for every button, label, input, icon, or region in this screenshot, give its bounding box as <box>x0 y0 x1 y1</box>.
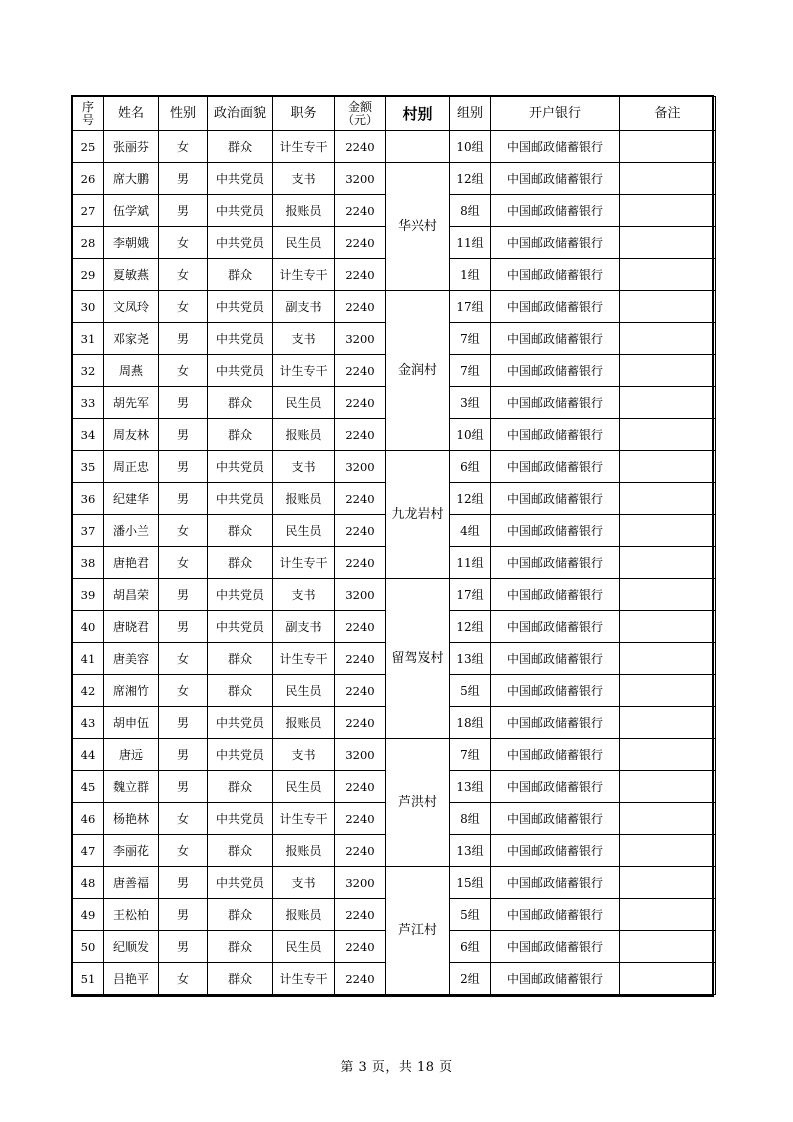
cell-position: 支书 <box>273 323 335 355</box>
cell-gender: 男 <box>159 387 208 419</box>
cell-seq: 31 <box>73 323 104 355</box>
cell-politics: 群众 <box>208 835 273 867</box>
cell-seq: 34 <box>73 419 104 451</box>
cell-politics: 中共党员 <box>208 291 273 323</box>
cell-group: 7组 <box>450 739 491 771</box>
cell-gender: 男 <box>159 899 208 931</box>
cell-position: 计生专干 <box>273 803 335 835</box>
cell-position: 民生员 <box>273 771 335 803</box>
cell-remarks <box>620 899 716 931</box>
cell-politics: 群众 <box>208 419 273 451</box>
cell-name: 唐远 <box>104 739 159 771</box>
cell-bank: 中国邮政储蓄银行 <box>491 387 620 419</box>
cell-name: 周友林 <box>104 419 159 451</box>
cell-bank: 中国邮政储蓄银行 <box>491 163 620 195</box>
cell-gender: 女 <box>159 259 208 291</box>
cell-village: 芦江村 <box>386 867 450 995</box>
cell-remarks <box>620 195 716 227</box>
cell-group: 4组 <box>450 515 491 547</box>
cell-gender: 男 <box>159 707 208 739</box>
cell-name: 吕艳平 <box>104 963 159 995</box>
cell-position: 支书 <box>273 579 335 611</box>
cell-remarks <box>620 515 716 547</box>
cell-remarks <box>620 739 716 771</box>
header-politics: 政治面貌 <box>208 97 273 131</box>
cell-bank: 中国邮政储蓄银行 <box>491 963 620 995</box>
cell-seq: 43 <box>73 707 104 739</box>
cell-remarks <box>620 291 716 323</box>
cell-amount: 2240 <box>335 387 386 419</box>
cell-bank: 中国邮政储蓄银行 <box>491 803 620 835</box>
header-bank: 开户银行 <box>491 97 620 131</box>
cell-remarks <box>620 643 716 675</box>
cell-gender: 男 <box>159 579 208 611</box>
cell-amount: 3200 <box>335 323 386 355</box>
cell-seq: 50 <box>73 931 104 963</box>
header-amount: 金额（元） <box>335 97 386 131</box>
cell-politics: 中共党员 <box>208 803 273 835</box>
cell-remarks <box>620 323 716 355</box>
cell-remarks <box>620 483 716 515</box>
cell-position: 报账员 <box>273 483 335 515</box>
cell-seq: 40 <box>73 611 104 643</box>
cell-position: 支书 <box>273 867 335 899</box>
cell-position: 计生专干 <box>273 643 335 675</box>
cell-gender: 男 <box>159 931 208 963</box>
cell-name: 唐美容 <box>104 643 159 675</box>
cell-amount: 2240 <box>335 227 386 259</box>
header-village: 村别 <box>386 97 450 131</box>
cell-remarks <box>620 867 716 899</box>
cell-position: 民生员 <box>273 675 335 707</box>
cell-amount: 2240 <box>335 547 386 579</box>
cell-amount: 2240 <box>335 195 386 227</box>
cell-politics: 中共党员 <box>208 867 273 899</box>
cell-gender: 女 <box>159 643 208 675</box>
cell-gender: 女 <box>159 291 208 323</box>
cell-remarks <box>620 931 716 963</box>
cell-position: 支书 <box>273 739 335 771</box>
cell-seq: 42 <box>73 675 104 707</box>
page-footer: 第 3 页，共 18 页 <box>340 1060 453 1075</box>
cell-remarks <box>620 611 716 643</box>
cell-position: 报账员 <box>273 419 335 451</box>
cell-gender: 女 <box>159 547 208 579</box>
cell-name: 席湘竹 <box>104 675 159 707</box>
cell-bank: 中国邮政储蓄银行 <box>491 195 620 227</box>
cell-gender: 男 <box>159 419 208 451</box>
table-row <box>73 579 716 611</box>
staff-subsidy-table <box>72 96 716 995</box>
cell-gender: 男 <box>159 771 208 803</box>
cell-name: 李丽花 <box>104 835 159 867</box>
cell-politics: 群众 <box>208 131 273 163</box>
cell-name: 邓家尧 <box>104 323 159 355</box>
cell-bank: 中国邮政储蓄银行 <box>491 131 620 163</box>
cell-gender: 女 <box>159 835 208 867</box>
cell-amount: 2240 <box>335 419 386 451</box>
cell-village: 金润村 <box>386 291 450 451</box>
cell-position: 计生专干 <box>273 963 335 995</box>
cell-amount: 2240 <box>335 483 386 515</box>
cell-remarks <box>620 259 716 291</box>
cell-gender: 男 <box>159 867 208 899</box>
table-row <box>73 163 716 195</box>
cell-amount: 2240 <box>335 931 386 963</box>
cell-group: 15组 <box>450 867 491 899</box>
cell-remarks <box>620 835 716 867</box>
cell-politics: 中共党员 <box>208 611 273 643</box>
cell-seq: 46 <box>73 803 104 835</box>
cell-politics: 群众 <box>208 547 273 579</box>
cell-group: 13组 <box>450 771 491 803</box>
cell-position: 报账员 <box>273 899 335 931</box>
cell-seq: 44 <box>73 739 104 771</box>
cell-politics: 中共党员 <box>208 195 273 227</box>
cell-bank: 中国邮政储蓄银行 <box>491 867 620 899</box>
cell-group: 8组 <box>450 195 491 227</box>
cell-gender: 男 <box>159 451 208 483</box>
cell-amount: 2240 <box>335 675 386 707</box>
cell-amount: 3200 <box>335 739 386 771</box>
cell-amount: 2240 <box>335 515 386 547</box>
table-body <box>73 131 716 995</box>
cell-politics: 群众 <box>208 515 273 547</box>
cell-group: 10组 <box>450 131 491 163</box>
cell-position: 民生员 <box>273 227 335 259</box>
cell-seq: 51 <box>73 963 104 995</box>
header-group: 组别 <box>450 97 491 131</box>
cell-name: 魏立群 <box>104 771 159 803</box>
cell-amount: 3200 <box>335 163 386 195</box>
cell-group: 5组 <box>450 899 491 931</box>
cell-group: 7组 <box>450 323 491 355</box>
cell-remarks <box>620 771 716 803</box>
header-remarks: 备注 <box>620 97 716 131</box>
cell-position: 报账员 <box>273 835 335 867</box>
cell-position: 报账员 <box>273 707 335 739</box>
cell-name: 杨艳林 <box>104 803 159 835</box>
cell-name: 文凤玲 <box>104 291 159 323</box>
cell-amount: 2240 <box>335 803 386 835</box>
cell-seq: 33 <box>73 387 104 419</box>
cell-seq: 41 <box>73 643 104 675</box>
cell-position: 计生专干 <box>273 355 335 387</box>
cell-gender: 男 <box>159 323 208 355</box>
cell-seq: 30 <box>73 291 104 323</box>
cell-politics: 群众 <box>208 387 273 419</box>
cell-bank: 中国邮政储蓄银行 <box>491 707 620 739</box>
cell-amount: 2240 <box>335 611 386 643</box>
cell-name: 胡申伍 <box>104 707 159 739</box>
cell-remarks <box>620 355 716 387</box>
cell-amount: 2240 <box>335 131 386 163</box>
cell-politics: 群众 <box>208 259 273 291</box>
cell-group: 18组 <box>450 707 491 739</box>
header-row <box>73 97 716 131</box>
cell-position: 民生员 <box>273 515 335 547</box>
cell-gender: 女 <box>159 131 208 163</box>
table-row <box>73 867 716 899</box>
cell-bank: 中国邮政储蓄银行 <box>491 355 620 387</box>
cell-gender: 男 <box>159 739 208 771</box>
table-row <box>73 291 716 323</box>
cell-seq: 26 <box>73 163 104 195</box>
cell-position: 报账员 <box>273 195 335 227</box>
header-gender: 性别 <box>159 97 208 131</box>
cell-remarks <box>620 547 716 579</box>
cell-bank: 中国邮政储蓄银行 <box>491 899 620 931</box>
cell-position: 支书 <box>273 163 335 195</box>
cell-group: 7组 <box>450 355 491 387</box>
cell-politics: 群众 <box>208 643 273 675</box>
cell-group: 1组 <box>450 259 491 291</box>
cell-name: 纪建华 <box>104 483 159 515</box>
cell-politics: 群众 <box>208 771 273 803</box>
cell-name: 张丽芬 <box>104 131 159 163</box>
cell-name: 胡昌荣 <box>104 579 159 611</box>
cell-seq: 28 <box>73 227 104 259</box>
cell-amount: 3200 <box>335 867 386 899</box>
cell-seq: 47 <box>73 835 104 867</box>
cell-seq: 29 <box>73 259 104 291</box>
cell-bank: 中国邮政储蓄银行 <box>491 611 620 643</box>
cell-group: 2组 <box>450 963 491 995</box>
cell-position: 计生专干 <box>273 547 335 579</box>
cell-position: 支书 <box>273 451 335 483</box>
cell-name: 唐晓君 <box>104 611 159 643</box>
cell-amount: 2240 <box>335 643 386 675</box>
cell-amount: 2240 <box>335 771 386 803</box>
cell-remarks <box>620 963 716 995</box>
cell-seq: 45 <box>73 771 104 803</box>
cell-politics: 中共党员 <box>208 707 273 739</box>
cell-gender: 男 <box>159 483 208 515</box>
table-row <box>73 739 716 771</box>
cell-seq: 48 <box>73 867 104 899</box>
cell-bank: 中国邮政储蓄银行 <box>491 323 620 355</box>
cell-amount: 3200 <box>335 579 386 611</box>
cell-gender: 男 <box>159 195 208 227</box>
cell-bank: 中国邮政储蓄银行 <box>491 419 620 451</box>
cell-position: 计生专干 <box>273 259 335 291</box>
cell-name: 唐艳君 <box>104 547 159 579</box>
cell-politics: 群众 <box>208 899 273 931</box>
cell-village: 华兴村 <box>386 163 450 291</box>
cell-group: 11组 <box>450 227 491 259</box>
cell-politics: 中共党员 <box>208 355 273 387</box>
cell-group: 8组 <box>450 803 491 835</box>
cell-name: 纪顺发 <box>104 931 159 963</box>
cell-amount: 2240 <box>335 291 386 323</box>
cell-gender: 女 <box>159 355 208 387</box>
cell-name: 潘小兰 <box>104 515 159 547</box>
cell-name: 周燕 <box>104 355 159 387</box>
cell-politics: 中共党员 <box>208 163 273 195</box>
cell-group: 10组 <box>450 419 491 451</box>
cell-politics: 中共党员 <box>208 451 273 483</box>
cell-gender: 女 <box>159 803 208 835</box>
cell-bank: 中国邮政储蓄银行 <box>491 259 620 291</box>
cell-seq: 39 <box>73 579 104 611</box>
cell-politics: 群众 <box>208 963 273 995</box>
cell-bank: 中国邮政储蓄银行 <box>491 675 620 707</box>
cell-group: 3组 <box>450 387 491 419</box>
header-seq: 序号 <box>73 97 104 131</box>
cell-gender: 女 <box>159 963 208 995</box>
cell-bank: 中国邮政储蓄银行 <box>491 515 620 547</box>
cell-politics: 群众 <box>208 931 273 963</box>
cell-bank: 中国邮政储蓄银行 <box>491 547 620 579</box>
cell-village: 九龙岩村 <box>386 451 450 579</box>
cell-bank: 中国邮政储蓄银行 <box>491 579 620 611</box>
cell-amount: 2240 <box>335 355 386 387</box>
cell-name: 伍学斌 <box>104 195 159 227</box>
cell-position: 民生员 <box>273 387 335 419</box>
cell-village: 芦洪村 <box>386 739 450 867</box>
cell-bank: 中国邮政储蓄银行 <box>491 451 620 483</box>
cell-gender: 男 <box>159 611 208 643</box>
cell-gender: 女 <box>159 227 208 259</box>
table-row <box>73 451 716 483</box>
header-name: 姓名 <box>104 97 159 131</box>
cell-remarks <box>620 579 716 611</box>
cell-village: 留驾岌村 <box>386 579 450 739</box>
cell-name: 夏敏燕 <box>104 259 159 291</box>
cell-group: 17组 <box>450 291 491 323</box>
cell-seq: 27 <box>73 195 104 227</box>
cell-remarks <box>620 803 716 835</box>
header-position: 职务 <box>273 97 335 131</box>
cell-politics: 中共党员 <box>208 483 273 515</box>
cell-group: 17组 <box>450 579 491 611</box>
cell-politics: 中共党员 <box>208 739 273 771</box>
cell-seq: 37 <box>73 515 104 547</box>
cell-amount: 2240 <box>335 963 386 995</box>
cell-politics: 中共党员 <box>208 323 273 355</box>
cell-amount: 3200 <box>335 451 386 483</box>
cell-bank: 中国邮政储蓄银行 <box>491 931 620 963</box>
cell-seq: 36 <box>73 483 104 515</box>
cell-politics: 中共党员 <box>208 227 273 259</box>
cell-name: 席大鹏 <box>104 163 159 195</box>
cell-remarks <box>620 707 716 739</box>
cell-group: 12组 <box>450 611 491 643</box>
cell-gender: 女 <box>159 515 208 547</box>
cell-name: 胡先军 <box>104 387 159 419</box>
cell-amount: 2240 <box>335 259 386 291</box>
cell-seq: 38 <box>73 547 104 579</box>
cell-seq: 32 <box>73 355 104 387</box>
cell-group: 6组 <box>450 451 491 483</box>
cell-remarks <box>620 387 716 419</box>
cell-position: 副支书 <box>273 291 335 323</box>
cell-name: 王松柏 <box>104 899 159 931</box>
cell-amount: 2240 <box>335 707 386 739</box>
cell-name: 唐善福 <box>104 867 159 899</box>
cell-group: 13组 <box>450 643 491 675</box>
cell-bank: 中国邮政储蓄银行 <box>491 835 620 867</box>
cell-politics: 群众 <box>208 675 273 707</box>
cell-position: 副支书 <box>273 611 335 643</box>
cell-bank: 中国邮政储蓄银行 <box>491 643 620 675</box>
cell-group: 12组 <box>450 483 491 515</box>
cell-name: 李朝娥 <box>104 227 159 259</box>
cell-bank: 中国邮政储蓄银行 <box>491 291 620 323</box>
cell-gender: 女 <box>159 675 208 707</box>
cell-bank: 中国邮政储蓄银行 <box>491 739 620 771</box>
cell-remarks <box>620 131 716 163</box>
cell-group: 13组 <box>450 835 491 867</box>
cell-remarks <box>620 227 716 259</box>
cell-group: 11组 <box>450 547 491 579</box>
cell-remarks <box>620 675 716 707</box>
cell-politics: 中共党员 <box>208 579 273 611</box>
cell-amount: 2240 <box>335 899 386 931</box>
cell-position: 民生员 <box>273 931 335 963</box>
cell-group: 6组 <box>450 931 491 963</box>
cell-position: 计生专干 <box>273 131 335 163</box>
cell-remarks <box>620 163 716 195</box>
cell-village <box>386 131 450 163</box>
cell-group: 5组 <box>450 675 491 707</box>
table-row <box>73 131 716 163</box>
cell-seq: 25 <box>73 131 104 163</box>
cell-remarks <box>620 419 716 451</box>
cell-seq: 35 <box>73 451 104 483</box>
cell-remarks <box>620 451 716 483</box>
cell-amount: 2240 <box>335 835 386 867</box>
cell-bank: 中国邮政储蓄银行 <box>491 771 620 803</box>
cell-name: 周正忠 <box>104 451 159 483</box>
cell-seq: 49 <box>73 899 104 931</box>
cell-group: 12组 <box>450 163 491 195</box>
cell-bank: 中国邮政储蓄银行 <box>491 483 620 515</box>
cell-bank: 中国邮政储蓄银行 <box>491 227 620 259</box>
cell-gender: 男 <box>159 163 208 195</box>
